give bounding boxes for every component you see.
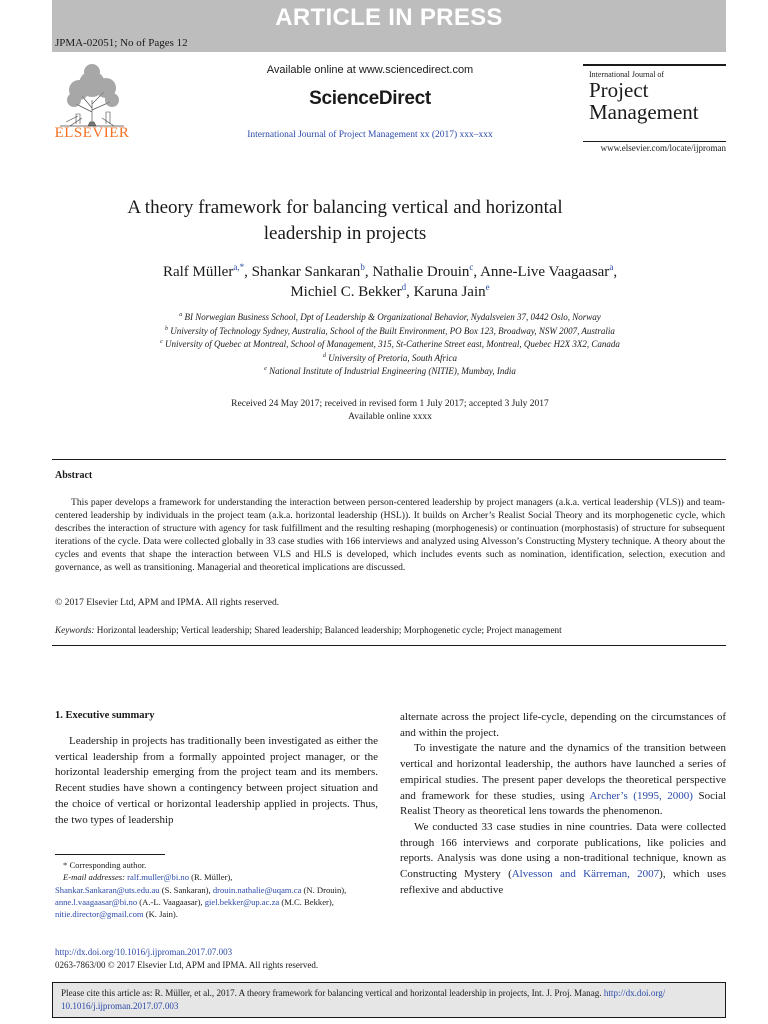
sciencedirect-logo[interactable]: ScienceDirect [309, 88, 431, 109]
email-line: anne.l.vaagaasar@bi.no (A.-L. Vaagaasar), giel.bekker@up.ac.za (M.C. Bekker), [55, 896, 334, 907]
author-affiliation-link[interactable]: c [469, 262, 474, 272]
citation-link[interactable]: Archer’s (1995, 2000) [589, 789, 693, 802]
author-name: Shankar Sankaran [251, 264, 361, 280]
keywords-label: Keywords: [55, 625, 95, 635]
email-link[interactable]: drouin.nathalie@uqam.ca [212, 884, 302, 895]
doi-link[interactable]: http://dx.doi.org/10.1016/j.ijproman.2017.07.003 [55, 947, 233, 957]
affiliation-item: $^a$ BI Norwegian Business School, Dpt of Leadership & Organizational Behavior, Nydalsveien 37, 0442 Oslo, Norway [179, 312, 601, 322]
journal-url[interactable]: www.elsevier.com/locate/ijproman [600, 143, 726, 153]
abstract-bottom-rule [52, 645, 726, 646]
email-link[interactable]: ralf.muller@bi.no [127, 872, 189, 883]
paragraph: To investigate the nature and the dynamics of the transition between vertical and horizontal leadership, the authors have launched a series of empirical studies. The present paper develops the theoretical perspective and framework for these studies, using Archer’s (1995, 2000) Social Realist Theory as theoretical lens towards the phenomenon. [400, 742, 727, 818]
paragraph: We conducted 33 case studies in nine countries. Data were collected through 166 interviews and corporate publications, like policies and reports. Analysis was done using a non-traditional technique, known as Constructing Mystery (Alvesson and Kärreman, 2007), which uses reflexive and abductive [400, 820, 726, 896]
citation-doi-link[interactable]: http://dx.doi.org/ [603, 988, 666, 998]
email-link[interactable]: giel.bekker@up.ac.za [204, 896, 280, 907]
corresponding-author-note: * Corresponding author. [63, 860, 147, 870]
body-column-right [400, 710, 726, 898]
author-affiliation-link[interactable]: e [485, 282, 490, 292]
citation-box [52, 982, 726, 1018]
paragraph: Leadership in projects has traditionally been investigated as either the vertical leadership from a formally appointed project manager, or the horizontal leadership emerging from the project team and its members. Recent studies have shown a contingency between project situation and the choice of vertical or horizontal leadership applied in projects. Thus, the two types of leadership [55, 735, 378, 826]
journal-citation-link[interactable]: International Journal of Project Management xx (2017) xxx–xxx [247, 130, 493, 140]
abstract-top-rule [52, 459, 726, 460]
abstract-text: This paper develops a framework for understanding the interaction between person-centered leadership by project managers (a.k.a. vertical leadership (VLS)) and team-centered leadership by individuals in the project team (a.k.a. horizontal leadership (HSL)). It builds on Archer’s Realist Social Theory and its morphogenetic cycle, which describes the interaction of structure with agency for task fulfillment and the resulting reshaping (morphogenesis) or continuation (morphostasis) of structure for subsequent iterations of the cycle. Data were collected globally in 33 case studies with 166 interviews and analyzed using Alvesson’s Constructing Mystery technique. A theory about the cycles and events that shape the interaction between VLS and HLS is developed, which includes events such as nomination, identification, selection, execution and governance, as well as transitioning. Managerial and theoretical implications are discussed. [55, 497, 725, 573]
journal-title-box [583, 64, 726, 142]
paragraph: alternate across the project life-cycle, depending on the circumstances of and within the project. [400, 711, 726, 739]
email-link[interactable]: nitie.director@gmail.com [55, 909, 144, 920]
article-in-press-banner [52, 0, 726, 52]
footnote-rule [55, 854, 165, 855]
author-line-2: Michiel C. Bekker$^d$, Karuna Jain$^e$ [290, 282, 490, 300]
footnotes [55, 859, 385, 920]
email-link[interactable]: Shankar.Sankaran@uts.edu.au [55, 884, 160, 895]
publisher-name: ELSEVIER [54, 125, 130, 141]
author-name: Anne-Live Vaagaasar [480, 264, 610, 280]
author-name: Ralf Müller [162, 264, 234, 280]
affiliation-list [90, 311, 690, 379]
affiliation-item: $^c$ University of Quebec at Montreal, School of Management, 315, St-Catherine Street east, Montreal, Quebec H2X 3X2, Canada [160, 339, 620, 349]
available-online-text: Available online at www.sciencedirect.com [266, 64, 474, 76]
affiliation-item: $^d$ University of Pretoria, South Africa [323, 352, 457, 363]
body-column-left [55, 710, 378, 828]
article-title [60, 195, 630, 247]
author-list [90, 262, 690, 302]
abstract-body [55, 496, 725, 574]
email-link[interactable]: anne.l.vaagaasar@bi.no [55, 896, 138, 907]
author-affiliation-link[interactable]: a [609, 262, 614, 272]
journal-title-small: International Journal of [589, 70, 665, 79]
author-name: Michiel C. Bekker [290, 284, 402, 300]
author-affiliation-link[interactable]: a,* [233, 262, 245, 272]
article-history [90, 398, 690, 424]
author-name: Nathalie Drouin [372, 264, 470, 280]
affiliation-item: $^b$ University of Technology Sydney, Australia, School of the Built Environment, PO Box 123, Broadway, NSW 2007, Australia [165, 325, 615, 336]
author-name: Karuna Jain [413, 284, 486, 300]
received-dates: Received 24 May 2017; received in revised form 1 July 2017; accepted 3 July 2017 [231, 399, 549, 409]
keywords [55, 625, 725, 635]
author-affiliation-link[interactable]: b [360, 262, 365, 272]
email-line: nitie.director@gmail.com (K. Jain). [55, 909, 178, 920]
citation-link[interactable]: Alvesson and Kärreman, 2007 [511, 868, 660, 881]
doi-block [55, 946, 318, 972]
available-online-date: Available online xxxx [348, 412, 432, 422]
author-affiliation-link[interactable]: d [401, 282, 407, 292]
abstract-copyright: © 2017 Elsevier Ltd, APM and IPMA. All rights reserved. [55, 597, 280, 608]
email-line: Shankar.Sankaran@uts.edu.au (S. Sankaran), drouin.nathalie@uqam.ca (N. Drouin), [55, 884, 347, 895]
abstract-heading: Abstract [55, 470, 93, 481]
citation-text: Please cite this article as: R. Müller, et al., 2017. A theory framework for balancing vertical and horizontal leadership in projects, Int. J. Proj. Manag. [61, 988, 604, 998]
article-reference: JPMA-02051; No of Pages 12 [55, 37, 188, 49]
citation-doi-link-cont[interactable]: 10.1016/j.ijproman.2017.07.003 [61, 1001, 179, 1011]
article-title-line1: A theory framework for balancing vertical and horizontal [127, 197, 563, 218]
article-status: ARTICLE IN PRESS [275, 4, 503, 31]
issn-copyright: 0263-7863/00 © 2017 Elsevier Ltd, APM and IPMA. All rights reserved. [55, 960, 319, 970]
affiliation-item: $^e$ National Institute of Industrial Engineering (NITIE), Mumbay, India [264, 366, 516, 376]
article-title-line2: leadership in projects [263, 223, 427, 244]
section-heading: 1. Executive summary [55, 710, 155, 721]
author-line-1: Ralf Müller$^{a,*}$, Shankar Sankaran$^b$, Nathalie Drouin$^c$, Anne-Live Vaagaasar$^a$, [162, 262, 618, 280]
journal-title-line2: Management [589, 100, 699, 124]
email-line: E-mail addresses: ralf.muller@bi.no (R. Müller), [63, 872, 233, 883]
keywords-list: Horizontal leadership; Vertical leadership; Shared leadership; Balanced leadership; Morphogenetic cycle; Project management [96, 625, 562, 635]
journal-title-line1: Project [589, 78, 649, 102]
